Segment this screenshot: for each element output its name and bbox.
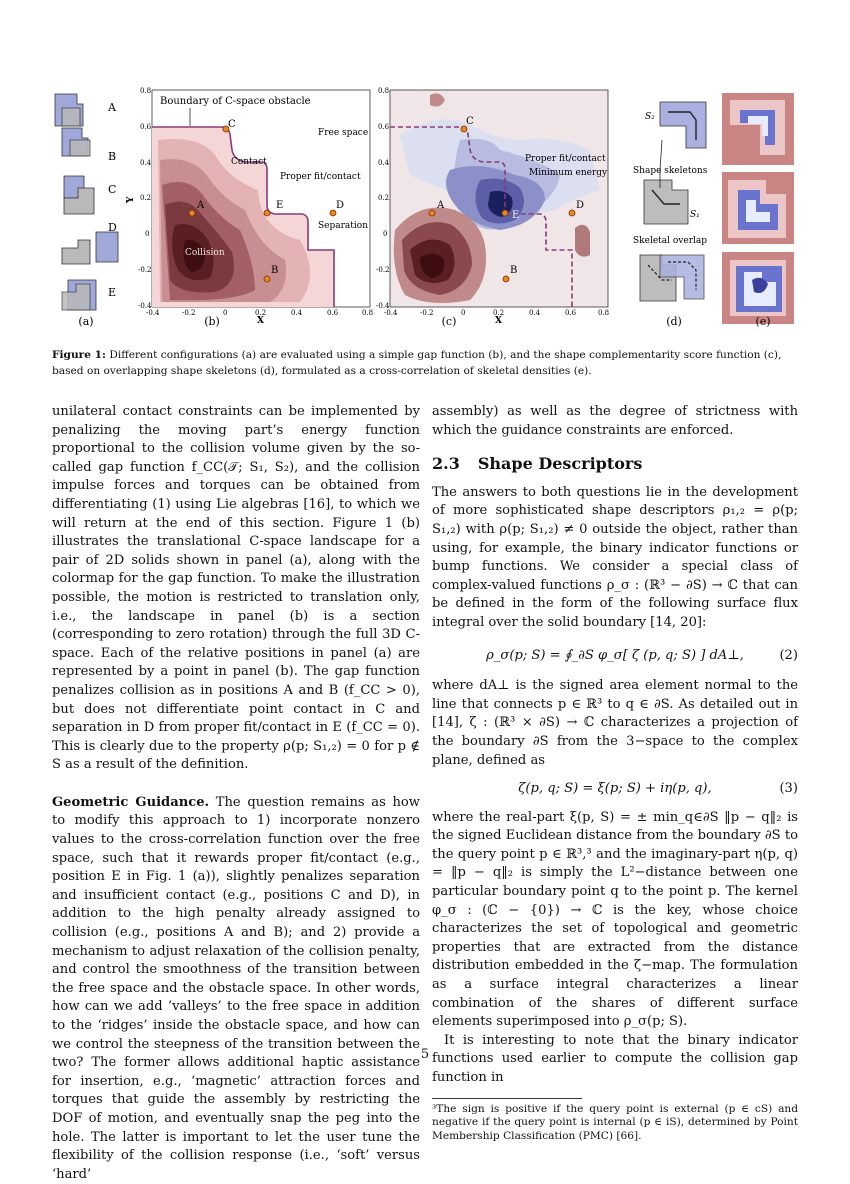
panel-c-point-b: B [510, 265, 518, 276]
right-paragraph-4: It is interesting to note that the binary indicator functions used earlier to compute the collision gap function in [432, 1032, 798, 1085]
panel-a-letter-c: C [108, 183, 117, 196]
panel-c-ytick: -0.2 [376, 266, 390, 274]
panel-b-point-b: B [271, 265, 279, 276]
panel-b-y-label: Y [126, 196, 136, 203]
panel-b-xtick: -0.2 [182, 309, 196, 317]
panel-c-xtick: 0.8 [598, 309, 610, 317]
panel-b-ytick: 0.8 [140, 87, 152, 95]
caption-text: Different configurations (a) are evaluated using a simple gap function (b), and the shape complementarity score function (c), based on overlapping shape skeletons (d), formulated as a cross-correlation of skeletal densities (e). [52, 349, 782, 377]
left-paragraph-1: unilateral contact constraints can be implemented by penalizing the moving part’s energy function proportional to the collision volume given by the so-called gap function f_CC(𝒯; S₁, S₂), and the collision impulse forces and torques can be obtained from differentiating (1) using Lie algebras [16], to which we will return at the end of this section. Figure 1 (b) illustrates the translational C-space landscape for a pair of 2D solids shown in panel (a), along with the colormap for the gap function. To make the illustration possible, the motion is restricted to translation only, i.e., the landscape in panel (b) is a section (corresponding to zero rotation) through the full 3D C-space. Each of the relative positions in panel (a) are represented by a point in panel (b). The gap function penalizes collision as in positions A and B (f_CC > 0), but does not differentiate point contact in C and separation in D from proper fit/contact in E (f_CC = 0). This is clearly due to the property ρ(p; S₁,₂) = 0 for p ∉ S as a result of the definition. [52, 404, 420, 773]
panel-c-xtick: 0.6 [565, 309, 577, 317]
panel-c-ytick: 0.2 [378, 194, 390, 202]
panel-d-shape-skeletons: Shape skeletons [633, 166, 708, 176]
panel-b-proper-fit: Proper fit/contact [280, 172, 361, 182]
panel-c-ytick: -0.4 [376, 302, 390, 310]
panel-d-diagram [640, 102, 706, 301]
panel-b-separation: Separation [318, 221, 368, 231]
panel-c-xtick: 0 [461, 309, 466, 317]
footnote: ³The sign is positive if the query point is external (p ∈ cS) and negative if the query point is internal (p ∈ iS), determined by Point Membership Classification (PMC) [66]. [432, 1102, 798, 1142]
panel-c-point-a: A [437, 200, 445, 211]
left-column [52, 403, 420, 1184]
panel-c-point-e: E [512, 210, 520, 221]
panel-a-letter-d: D [108, 221, 117, 234]
geometric-guidance-paragraph [52, 794, 420, 1184]
panel-c-plot [390, 90, 608, 307]
panel-b-title: Boundary of C-space obstacle [160, 96, 311, 107]
equation-2 [432, 647, 798, 666]
footnote-rule [432, 1098, 582, 1099]
panel-b-point-c: C [228, 119, 236, 130]
right-paragraph-3: where the real-part ξ(p, S) = ± min_q∈∂S ‖p − q‖₂ is the signed Euclidean distance from the boundary ∂S to the query point p ∈ ℝ³,³ and the imaginary-part η(p, q) = ‖p − q‖₂ is simply the L²−distance between one particular boundary point q to the point p. The kernel φ_σ : (ℂ − {0}) → ℂ is the key, whose choice characterizes the set of topological and geometric properties that are extracted from the distance distribution embedded in the ζ−map. The formulation as a surface integral characterizes a linear combination of the shares of different surface elements superimposed into ρ_σ(p; S). [432, 809, 798, 1030]
caption-label: Figure 1: [52, 349, 106, 361]
runin-title: Geometric Guidance. [52, 794, 210, 810]
panel-c-proper-fit: Proper fit/contact [525, 154, 606, 164]
panel-b-ytick: 0.4 [140, 159, 152, 167]
panel-a-letter-b: B [108, 150, 117, 163]
equation-2-number: (2) [779, 647, 798, 663]
right-paragraph-2: where dA⊥ is the signed area element normal to the line that connects p ∈ ℝ³ to q ∈ ∂S. As detailed out in [14], ζ : (ℝ³ × ∂S) → ℂ characterizes a projection of the boundary ∂S from the 3−space to the complex plane, defined as [432, 678, 798, 768]
panel-c-x-label: X [495, 316, 502, 326]
panel-d-skeletal-overlap: Skeletal overlap [633, 236, 708, 246]
panel-a-shapes [55, 94, 118, 310]
figure-1 [0, 80, 850, 335]
panel-label-b: (b) [204, 315, 220, 328]
panel-label-e: (e) [755, 315, 771, 328]
panel-b-ytick: 0 [145, 230, 150, 238]
panel-a-letter-a: A [108, 101, 116, 114]
panel-b-free-space: Free space [318, 128, 369, 138]
panel-b-point-e: E [276, 200, 284, 211]
panel-c-xtick: -0.4 [384, 309, 398, 317]
panel-c-ytick: 0 [383, 230, 388, 238]
panel-label-c: (c) [441, 315, 457, 328]
panel-b-xtick: 0.8 [362, 309, 374, 317]
equation-3-number: (3) [779, 781, 798, 797]
panel-label-a: (a) [78, 315, 94, 328]
panel-d-s1: S₁ [690, 210, 700, 220]
panel-c-ytick: 0.8 [378, 87, 390, 95]
page-number: 5 [420, 1047, 430, 1062]
panel-b-point-d: D [336, 200, 345, 211]
left-paragraph-2: The question remains as how to modify this approach to 1) incorporate nonzero values to the cross-correlation function over the free space, such that it rewards proper fit/contact (e.g., position E in Fig. 1 (a)), slightly penalizes separation and insufficient contact (e.g., positions C and D), in addition to the high penalty already assigned to collision (e.g., positions A and B); and 2) provide a mechanism to adjust relaxation of the collision penalty, and control the smoothness of the transition between the free space and the obstacle space. In other words, how can we add ‘valleys’ to the free space in addition to the ‘ridges’ inside the obstacle space, and how can we control the steepness of the transition between the two? The former allows additional haptic assistance for insertion, e.g., ‘magnetic’ attraction forces and torques that guide the assembly by restricting the DOF of motion, and eventually snap the peg into the hole. The latter is important to let the user tune the flexibility of the collision response (i.e., ‘soft’ versus ‘hard’ [52, 794, 420, 1182]
panel-c-ytick: 0.6 [378, 123, 390, 131]
panel-b-ytick: 0.6 [140, 123, 152, 131]
panel-b-ytick: -0.2 [138, 266, 152, 274]
section-title: Shape Descriptors [477, 454, 643, 474]
panel-label-d: (d) [666, 315, 682, 328]
panel-c-ytick: 0.4 [378, 159, 390, 167]
equation-2-body: ρ_σ(p; S) = ∮_∂S φ_σ[ ζ (p, q; S) ] dA⊥, [486, 647, 744, 663]
panel-a-letter-e: E [108, 286, 117, 299]
panel-c-xtick: 0.4 [529, 309, 541, 317]
panel-b-collision: Collision [185, 248, 225, 258]
equation-3 [432, 780, 798, 799]
panel-b-contact: Contact [231, 157, 267, 167]
panel-b-x-label: X [257, 316, 264, 326]
panel-e-densities [722, 93, 794, 324]
panel-b-xtick: 0.4 [291, 309, 303, 317]
figure-caption [52, 347, 800, 379]
panel-b-plot [152, 90, 370, 307]
panel-b-xtick: 0 [223, 309, 228, 317]
panel-c-xtick: -0.2 [420, 309, 434, 317]
panel-c-xtick: 0.2 [493, 309, 505, 317]
panel-d-s2: S₂ [645, 112, 655, 122]
panel-b-xtick: 0.6 [327, 309, 339, 317]
right-column [432, 403, 798, 1143]
panel-b-point-a: A [197, 200, 205, 211]
right-paragraph-1: The answers to both questions lie in the development of more sophisticated shape descriptors ρ₁,₂ = ρ(p; S₁,₂) with ρ(p; S₁,₂) ≠ 0 outside the object, rather than using, for example, the binary indicator functions or bump functions. We consider a special class of complex-valued functions ρ_σ : (ℝ³ − ∂S) → ℂ that can be defined in the form of the following surface flux integral over the solid boundary [14, 20]: [432, 484, 798, 630]
panel-b-ytick: -0.4 [138, 302, 152, 310]
section-number: 2.3 [432, 454, 460, 474]
panel-c-point-d: D [576, 200, 585, 211]
panel-b-xtick: -0.4 [146, 309, 160, 317]
equation-3-body: ζ(p, q; S) = ξ(p; S) + iη(p, q), [518, 781, 712, 797]
panel-c-point-c: C [466, 116, 474, 127]
panel-b-ytick: 0.2 [140, 194, 152, 202]
panel-b-xtick: 0.2 [255, 309, 267, 317]
panel-c-min-energy: Minimum energy [529, 168, 608, 178]
right-paragraph-0: assembly) as well as the degree of strictness with which the guidance constraints are enforced. [432, 404, 798, 438]
section-heading [432, 455, 798, 474]
